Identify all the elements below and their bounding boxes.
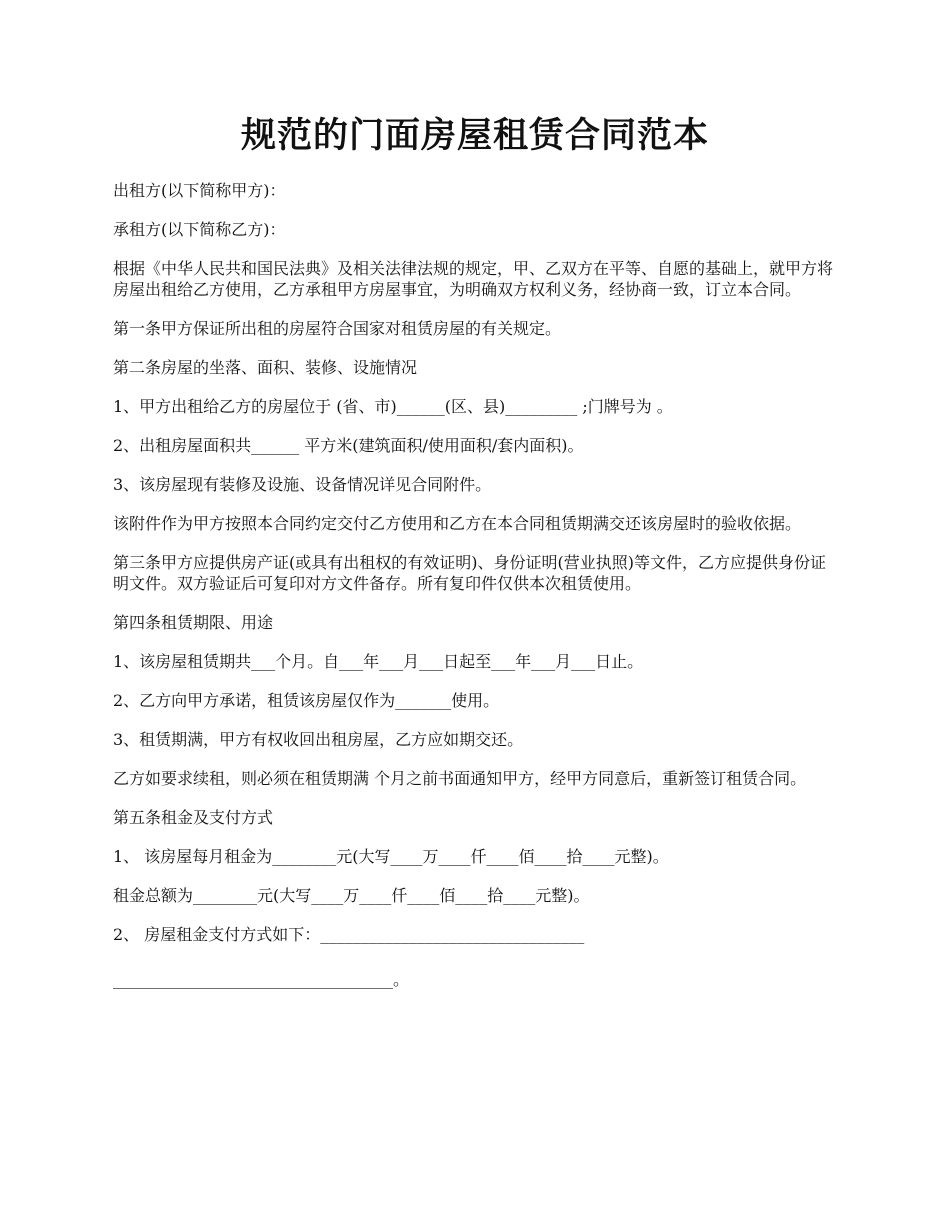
paragraph-lessee: 承租方(以下简称乙方)： (113, 220, 286, 239)
paragraph-rent-total: 租金总额为________元(大写____万____仟____佰____拾____元整)。 (113, 886, 590, 905)
document-title: 规范的门面房屋租赁合同范本 (240, 115, 709, 156)
paragraph-preamble: 根据《中华人民共和国民法典》及相关法律法规的规定，甲、乙双方在平等、自愿的基础上，就甲方将房屋出租给乙方使用，乙方承租甲方房屋事宜，为明确双方权利义务，经协商一致，订立本合同。 (113, 259, 834, 299)
document-body (113, 180, 840, 1008)
paragraph-article-4-item-1: 1、该房屋租赁期共___个月。自___年___月___日起至___年___月___日止。 (113, 652, 644, 671)
paragraph-article-2-item-2: 2、出租房屋面积共______ 平方米(建筑面积/使用面积/套内面积)。 (113, 436, 584, 455)
paragraph-article-5-item-1: 1、 该房屋每月租金为________元(大写____万____仟____佰____拾____元整)。 (113, 847, 669, 866)
paragraph-article-4-item-3: 3、租赁期满，甲方有权收回出租房屋，乙方应如期交还。 (113, 730, 524, 749)
paragraph-article-2-item-3: 3、该房屋现有装修及设施、设备情况详见合同附件。 (113, 475, 492, 494)
paragraph-article-2-heading: 第二条房屋的坐落、面积、装修、设施情况 (113, 358, 418, 377)
paragraph-article-2-item-1: 1、甲方出租给乙方的房屋位于 (省、市)______(区、县)_________ ;门牌号为 。 (113, 397, 673, 416)
paragraph-renewal-note: 乙方如要求续租，则必须在租赁期满 个月之前书面通知甲方，经甲方同意后，重新签订租赁合同。 (113, 769, 807, 788)
paragraph-article-5-heading: 第五条租金及支付方式 (113, 808, 274, 827)
paragraph-lessor: 出租方(以下简称甲方)： (113, 181, 286, 200)
paragraph-article-3: 第三条甲方应提供房产证(或具有出租权的有效证明)、身份证明(营业执照)等文件，乙方应提供身份证明文件。双方验证后可复印对方文件备存。所有复印件仅供本次租赁使用。 (113, 553, 826, 593)
paragraph-payment-blank-line: ___________________________________。 (113, 970, 410, 989)
paragraph-article-4-heading: 第四条租赁期限、用途 (113, 613, 274, 632)
paragraph-article-5-item-2: 2、 房屋租金支付方式如下：_________________________________ (113, 925, 585, 944)
paragraph-annex-note: 该附件作为甲方按照本合同约定交付乙方使用和乙方在本合同租赁期满交还该房屋时的验收依据。 (113, 514, 802, 533)
paragraph-article-4-item-2: 2、乙方向甲方承诺，租赁该房屋仅作为_______使用。 (113, 691, 500, 710)
paragraph-article-1: 第一条甲方保证所出租的房屋符合国家对租赁房屋的有关规定。 (113, 319, 562, 338)
